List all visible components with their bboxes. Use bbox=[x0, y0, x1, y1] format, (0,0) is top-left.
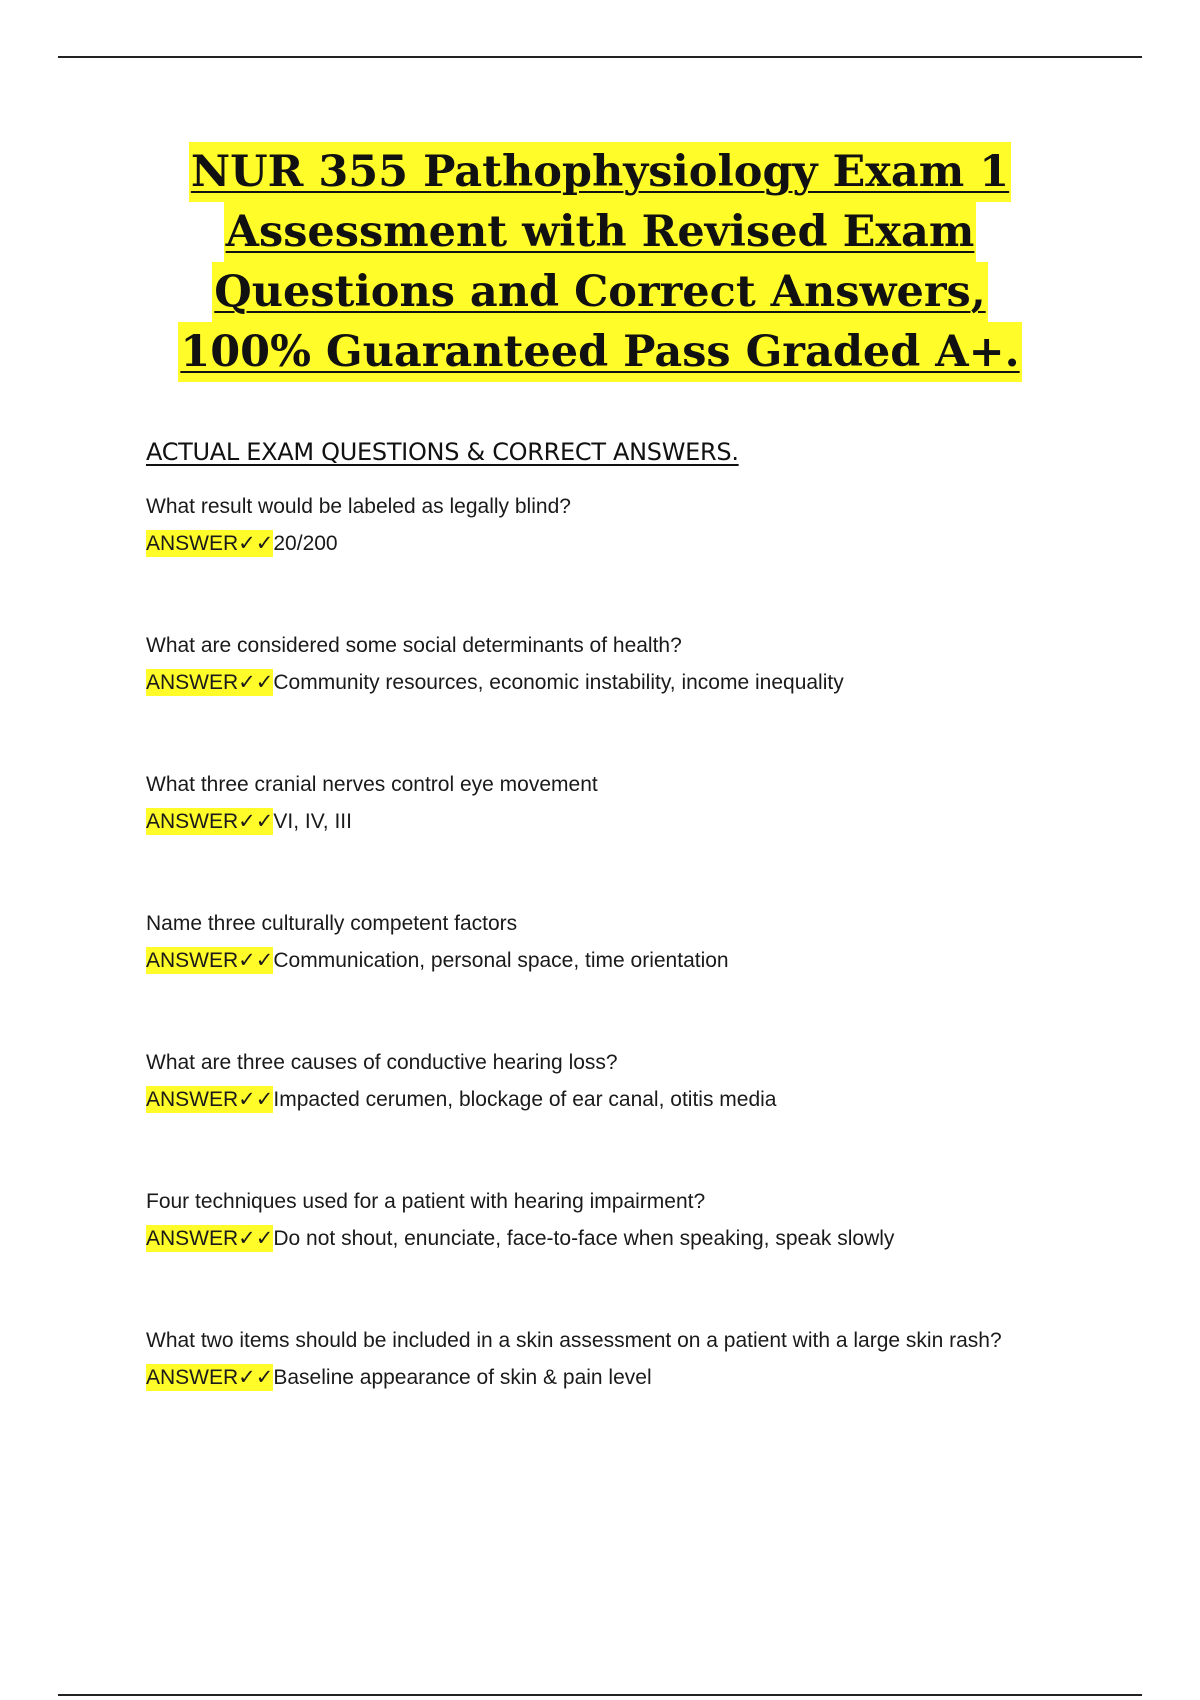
answer-text: 20/200 bbox=[273, 532, 338, 555]
answer-text: VI, IV, III bbox=[273, 810, 352, 833]
qa-item-4 bbox=[146, 910, 1146, 1049]
answer-label: ANSWER✓✓ bbox=[146, 1227, 274, 1250]
answer-text: Do not shout, enunciate, face-to-face when speaking, speak slowly bbox=[273, 1227, 895, 1250]
answer-line bbox=[146, 669, 1146, 697]
top-rule bbox=[58, 56, 1142, 58]
question-text: Name three culturally competent factors bbox=[146, 912, 518, 935]
answer-line bbox=[146, 808, 1146, 836]
qa-item-6 bbox=[146, 1188, 1146, 1327]
qa-list bbox=[146, 493, 1146, 1466]
answer-text: Impacted cerumen, blockage of ear canal, otitis media bbox=[273, 1088, 777, 1111]
answer-label: ANSWER✓✓ bbox=[146, 949, 274, 972]
answer-line bbox=[146, 947, 1146, 975]
question-text: What two items should be included in a skin assessment on a patient with a large skin rash? bbox=[146, 1329, 1002, 1352]
answer-line bbox=[146, 1086, 1146, 1114]
answer-line bbox=[146, 530, 1146, 558]
qa-item-5 bbox=[146, 1049, 1146, 1188]
answer-label: ANSWER✓✓ bbox=[146, 532, 274, 555]
document-title bbox=[150, 142, 1050, 382]
qa-item-1 bbox=[146, 493, 1146, 632]
qa-item-2 bbox=[146, 632, 1146, 771]
title-line-3: Questions and Correct Answers, bbox=[212, 262, 987, 322]
qa-item-3 bbox=[146, 771, 1146, 910]
question-text: What are three causes of conductive hearing loss? bbox=[146, 1051, 618, 1074]
question-text: What result would be labeled as legally blind? bbox=[146, 495, 571, 518]
answer-label: ANSWER✓✓ bbox=[146, 671, 274, 694]
answer-line bbox=[146, 1364, 1146, 1392]
answer-text: Baseline appearance of skin & pain level bbox=[273, 1366, 652, 1389]
title-line-4: 100% Guaranteed Pass Graded A+. bbox=[178, 322, 1021, 382]
question-text: What are considered some social determinants of health? bbox=[146, 634, 682, 657]
question-text: What three cranial nerves control eye movement bbox=[146, 773, 598, 796]
answer-label: ANSWER✓✓ bbox=[146, 1088, 274, 1111]
answer-label: ANSWER✓✓ bbox=[146, 810, 274, 833]
answer-text: Community resources, economic instability, income inequality bbox=[273, 671, 844, 694]
bottom-rule bbox=[58, 1694, 1142, 1696]
answer-text: Communication, personal space, time orientation bbox=[273, 949, 729, 972]
qa-item-7 bbox=[146, 1327, 1146, 1466]
answer-label: ANSWER✓✓ bbox=[146, 1366, 274, 1389]
title-line-1: NUR 355 Pathophysiology Exam 1 bbox=[189, 142, 1011, 202]
question-text: Four techniques used for a patient with hearing impairment? bbox=[146, 1190, 706, 1213]
section-heading: ACTUAL EXAM QUESTIONS & CORRECT ANSWERS. bbox=[146, 438, 739, 466]
answer-line bbox=[146, 1225, 1146, 1253]
title-line-2: Assessment with Revised Exam bbox=[224, 202, 977, 262]
